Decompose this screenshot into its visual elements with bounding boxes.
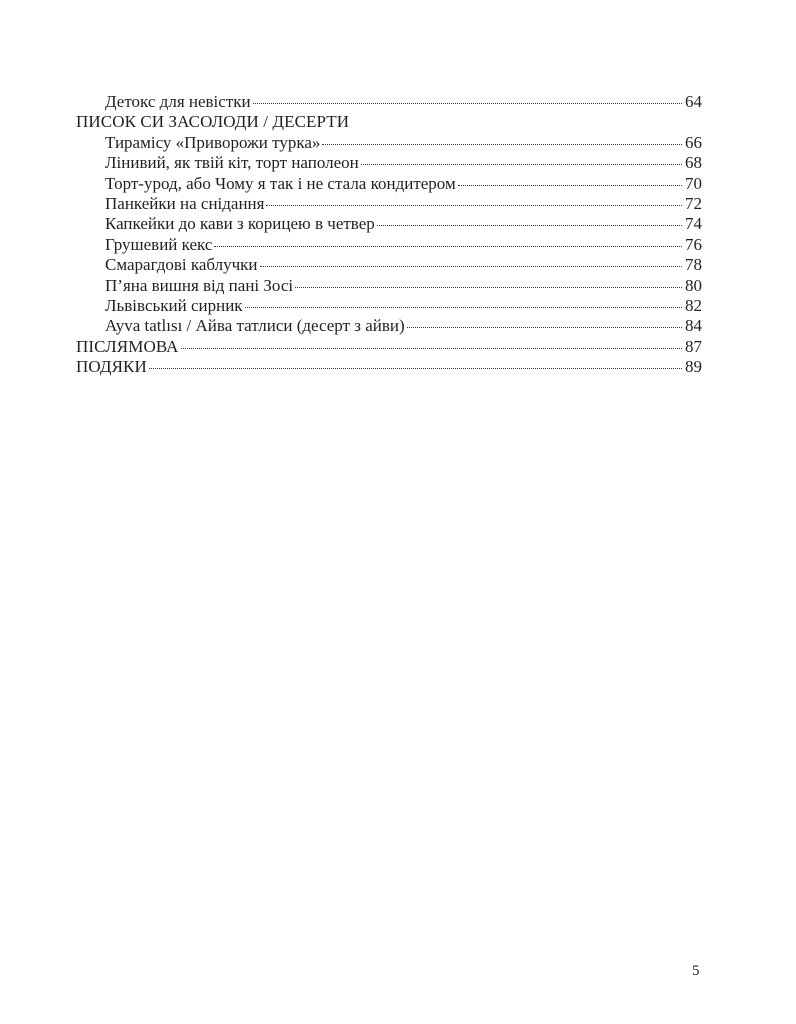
toc-entry-emerald-rings[interactable] — [76, 255, 702, 275]
toc-page-number: 78 — [685, 255, 702, 275]
toc-page-number: 84 — [685, 316, 702, 336]
toc-entry-tiramisu[interactable] — [76, 133, 702, 153]
toc-page-number: 74 — [685, 214, 702, 234]
toc-entry-detox[interactable] — [76, 92, 702, 112]
toc-section-desserts[interactable] — [76, 112, 702, 132]
toc-page-number: 82 — [685, 295, 702, 315]
toc-page-number: 76 — [685, 234, 702, 254]
toc-heading-title: ПОДЯКИ — [76, 357, 147, 377]
toc-entry-title: Смарагдові каблучки — [105, 255, 258, 275]
toc-entry-ayva-tatlisi[interactable] — [76, 316, 702, 336]
page-number: 5 — [692, 963, 700, 979]
toc-entry-title: Ayva tatlısı / Айва татлиси (десерт з айви) — [105, 316, 405, 336]
dot-leader — [458, 185, 682, 186]
dot-leader — [253, 103, 682, 104]
toc-heading-afterword[interactable] — [76, 337, 702, 357]
toc-page-number: 66 — [685, 132, 702, 152]
dot-leader — [295, 287, 682, 288]
toc-entry-lviv-cheesecake[interactable] — [76, 296, 702, 316]
toc-entry-drunk-cherry[interactable] — [76, 276, 702, 296]
dot-leader — [377, 225, 682, 226]
toc-entry-pancakes[interactable] — [76, 194, 702, 214]
dot-leader — [322, 144, 682, 145]
toc-entry-title: Тирамісу «Приворожи турка» — [105, 132, 321, 152]
table-of-contents — [76, 92, 702, 377]
toc-section-title: ПИСОК СИ ЗАСОЛОДИ / ДЕСЕРТИ — [76, 112, 350, 132]
dot-leader — [181, 348, 682, 349]
toc-entry-title: Лінивий, як твій кіт, торт наполеон — [105, 153, 359, 173]
toc-entry-title: П’яна вишня від пані Зосі — [105, 275, 294, 295]
dot-leader — [260, 266, 682, 267]
toc-page-number: 87 — [685, 336, 702, 356]
toc-page-number: 89 — [685, 357, 702, 377]
toc-entry-title: Грушевий кекс — [105, 234, 213, 254]
toc-page-number: 70 — [685, 173, 702, 193]
dot-leader — [407, 327, 682, 328]
dot-leader — [214, 246, 682, 247]
dot-leader — [149, 368, 682, 369]
toc-heading-acknowledgements[interactable] — [76, 357, 702, 377]
toc-page-number: 80 — [685, 275, 702, 295]
toc-entry-title: Панкейки на снідання — [105, 193, 265, 213]
toc-entry-title: Львівський сирник — [105, 295, 243, 315]
toc-entry-cupcakes[interactable] — [76, 214, 702, 234]
toc-heading-title: ПІСЛЯМОВА — [76, 336, 179, 356]
toc-entry-title: Капкейки до кави з корицею в четвер — [105, 214, 375, 234]
toc-entry-napoleon[interactable] — [76, 153, 702, 173]
toc-entry-title: Детокс для невістки — [105, 92, 251, 111]
toc-entry-title: Торт-урод, або Чому я так і не стала кондитером — [105, 173, 456, 193]
toc-entry-ugly-cake[interactable] — [76, 174, 702, 194]
toc-entry-pear-cake[interactable] — [76, 235, 702, 255]
toc-page-number: 64 — [685, 92, 702, 111]
dot-leader — [266, 205, 682, 206]
toc-page-number: 72 — [685, 193, 702, 213]
dot-leader — [245, 307, 682, 308]
toc-page-number: 68 — [685, 153, 702, 173]
dot-leader — [361, 164, 682, 165]
